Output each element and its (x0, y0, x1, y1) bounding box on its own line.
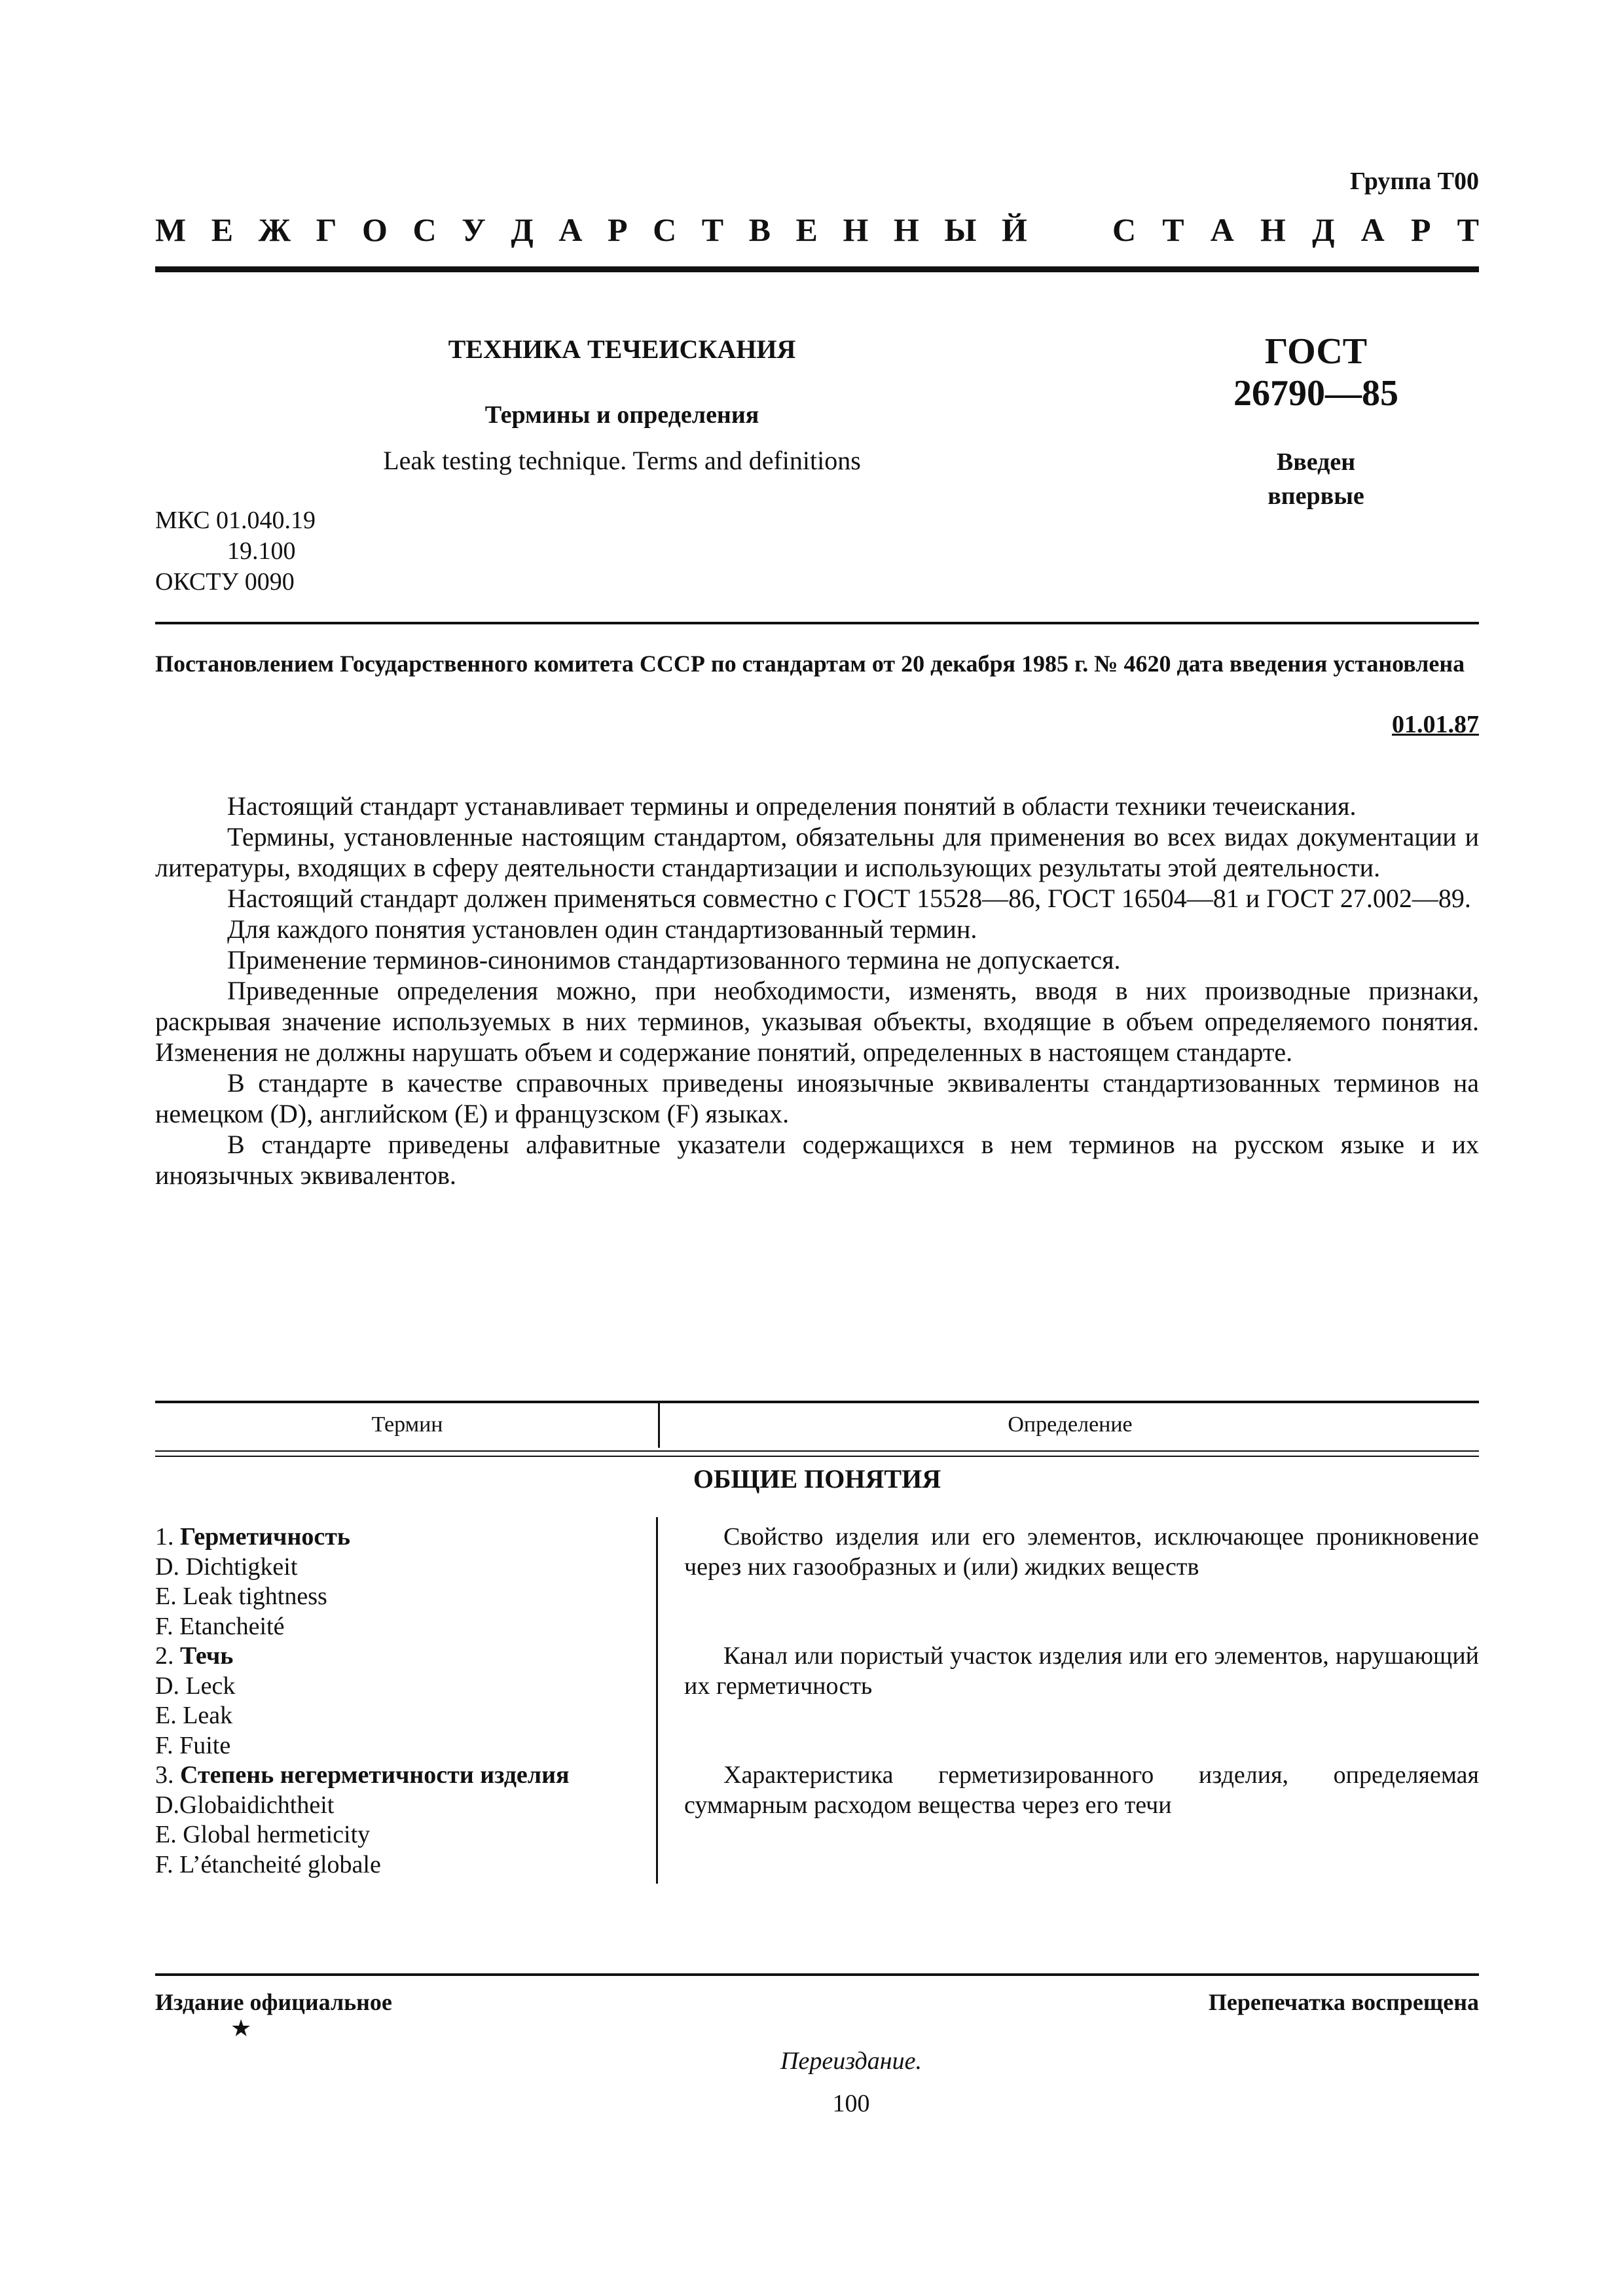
banner-letter: Т (701, 211, 724, 248)
banner-letter: Т (1457, 211, 1479, 248)
banner-letter: Н (893, 211, 919, 248)
reissue-label: Переиздание. (780, 2047, 922, 2075)
term-german: D. Leck (155, 1672, 236, 1700)
decree-text: Постановлением Государственного комитета СССР по стандартам от 20 декабря 1985 г. № 4620 дата введения установлена (155, 651, 1465, 677)
page-number: 100 (832, 2090, 870, 2117)
term-english: E. Leak (155, 1702, 233, 1729)
table-header-term: Термин (371, 1412, 443, 1437)
term-number: 2. (155, 1642, 174, 1670)
banner-letter: Й (1002, 211, 1027, 248)
term-french: F. L’étancheité globale (155, 1850, 381, 1878)
banner-letter: С (653, 211, 677, 248)
intro-paragraph: В стандарте в качестве справочных приведены иноязычные эквиваленты стандартизованных терминов на немецком (D), английском (E) и французском (F) языках. (155, 1068, 1479, 1128)
introduced-first-time (1205, 445, 1427, 513)
term-definition: Свойство изделия или его элементов, исключающее проникновение через них газообразных и (или) жидких веществ (684, 1523, 1479, 1581)
interstate-standard-banner (155, 211, 1479, 249)
document-subtitle: Термины и определения (484, 401, 759, 429)
banner-letter: Ж (258, 211, 291, 248)
banner-letter: Н (1260, 211, 1286, 248)
banner-letter: Д (1312, 211, 1335, 248)
table-header-divider (658, 1403, 660, 1448)
term-definition: Канал или пористый участок изделия или его элементов, нарушающий их герметичность (684, 1642, 1479, 1700)
table-column-divider (656, 1517, 658, 1884)
effective-date: 01.01.87 (1392, 711, 1479, 738)
group-label: Группа Т00 (1349, 168, 1479, 195)
term-french: F. Etancheité (155, 1612, 285, 1640)
header-divider (155, 266, 1479, 272)
intro-paragraph: Применение терминов-синонимов стандартизованного термина не допускается. (227, 945, 1121, 975)
term-entry (155, 1761, 646, 1791)
banner-letter: Ы (944, 211, 977, 248)
term-french: F. Fuite (155, 1731, 231, 1759)
term-number: 1. (155, 1523, 174, 1551)
term-definition: Характеристика герметизированного изделия, определяемая суммарным расходом вещества через его течи (684, 1761, 1479, 1819)
banner-letter: В (748, 211, 771, 248)
term-name: Степень негерметичности изделия (180, 1761, 570, 1789)
banner-letter: А (1360, 211, 1385, 248)
gost-name: ГОСТ (1264, 331, 1368, 372)
banner-word-interstate (155, 211, 1027, 249)
banner-letter: А (558, 211, 583, 248)
term-number: 3. (155, 1761, 174, 1789)
intro-paragraph: Для каждого понятия установлен один стандартизованный термин. (227, 914, 977, 944)
banner-letter: О (362, 211, 388, 248)
mks-code: МКС 01.040.19 (155, 507, 316, 534)
banner-letter: Т (1162, 211, 1184, 248)
banner-letter: Р (1410, 211, 1431, 248)
term-name: Течь (180, 1642, 234, 1670)
term-name: Герметичность (180, 1523, 350, 1551)
official-edition-label: Издание официальное (155, 1989, 392, 2015)
table-top-border (155, 1401, 1479, 1403)
intro-paragraph: В стандарте приведены алфавитные указатели содержащихся в нем терминов на русском языке и их иноязычных эквивалентов. (155, 1130, 1479, 1190)
table-header-border (155, 1450, 1479, 1452)
mks-code-secondary: 19.100 (227, 537, 296, 565)
intro-paragraph: Настоящий стандарт устанавливает термины и определения понятий в области техники течеискания. (227, 791, 1357, 821)
term-german: D. Dichtigkeit (155, 1552, 298, 1581)
table-header-definition: Определение (1008, 1412, 1133, 1437)
terms-column (155, 1522, 646, 1880)
introduced-line: впервые (1267, 482, 1364, 510)
document-title: ТЕХНИКА ТЕЧЕИСКАНИЯ (448, 334, 796, 364)
introduced-line: Введен (1276, 448, 1356, 476)
gost-designation (1205, 331, 1427, 414)
term-entry (155, 1522, 646, 1552)
banner-letter: Е (211, 211, 234, 248)
introduction (155, 791, 1479, 1191)
banner-letter: С (1112, 211, 1137, 248)
banner-letter: А (1210, 211, 1234, 248)
reprint-forbidden-label: Перепечатка воспрещена (1208, 1989, 1479, 2015)
banner-letter: Д (511, 211, 534, 248)
intro-paragraph: Термины, установленные настоящим стандартом, обязательны для применения во всех видах документации и литературы, входящих в сферу деятельности стандартизации и использующих результаты этой деятельности. (155, 822, 1479, 882)
banner-letter: М (155, 211, 187, 248)
intro-paragraph: Приведенные определения можно, при необходимости, изменять, вводя в них производные признаки, раскрывая значение используемых в них терминов, указывая объекты, входящие в объем определяемого понятия. Изменения не должны нарушать объем и содержание понятий, определенных в настоящем стандарте. (155, 976, 1479, 1067)
intro-paragraph: Настоящий стандарт должен применяться совместно с ГОСТ 15528—86, ГОСТ 16504—81 и ГОСТ 27.002—89. (227, 884, 1471, 913)
section-title: ОБЩИЕ ПОНЯТИЯ (693, 1464, 941, 1494)
term-entry (155, 1641, 646, 1672)
banner-letter: Р (607, 211, 628, 248)
banner-letter: Е (795, 211, 818, 248)
banner-letter: Г (316, 211, 337, 248)
star-icon: ★ (230, 2015, 252, 2041)
term-german: D.Globaidichtheit (155, 1791, 335, 1819)
document-title-english: Leak testing technique. Terms and definitions (383, 446, 861, 475)
okstu-code: ОКСТУ 0090 (155, 568, 295, 596)
banner-word-standard (1112, 211, 1479, 249)
decree-divider (155, 622, 1479, 624)
term-english: E. Global hermeticity (155, 1821, 371, 1848)
footer-divider (155, 1973, 1479, 1976)
banner-letter: Н (843, 211, 869, 248)
gost-number: 26790—85 (1233, 373, 1398, 414)
term-english: E. Leak tightness (155, 1583, 327, 1610)
banner-letter: У (462, 211, 486, 248)
table-header-border (155, 1456, 1479, 1457)
banner-letter: С (412, 211, 437, 248)
